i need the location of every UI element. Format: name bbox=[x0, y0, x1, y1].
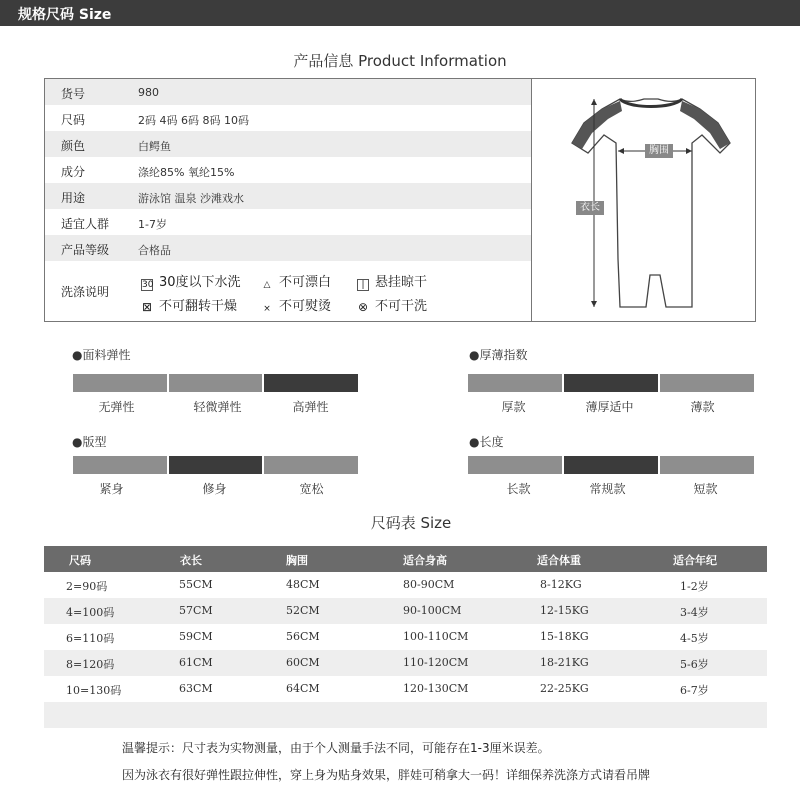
size-table-title: 尺码表 Size bbox=[370, 514, 452, 532]
table-header-cell: 胸围 bbox=[286, 554, 308, 567]
wash-item bbox=[261, 271, 331, 292]
table-cell: 64CM bbox=[286, 682, 320, 695]
table-row bbox=[44, 598, 767, 624]
info-key: 货号 bbox=[61, 87, 86, 101]
table-cell: 2=90码 bbox=[66, 580, 108, 593]
info-value: 980 bbox=[138, 86, 159, 99]
table-cell: 22-25KG bbox=[540, 682, 589, 695]
table-cell: 110-120CM bbox=[403, 656, 469, 669]
wash-label: 不可干洗 bbox=[375, 299, 428, 314]
attr-option: 轻微弹性 bbox=[193, 400, 242, 414]
note-line: 因为泳衣有很好弹性跟拉伸性，穿上身为贴身效果，胖娃可稍拿大一码！详细保养洗涤方式请看吊牌 bbox=[122, 768, 651, 782]
info-row bbox=[45, 79, 531, 105]
attr-seg-selected bbox=[264, 374, 358, 392]
table-cell: 6-7岁 bbox=[680, 684, 709, 697]
info-key: 用途 bbox=[61, 191, 86, 205]
basin-30-icon: 30 bbox=[142, 280, 154, 290]
wash-item bbox=[141, 271, 241, 291]
attr-option: 宽松 bbox=[299, 482, 324, 496]
attr-seg bbox=[169, 374, 263, 392]
table-row-empty bbox=[44, 702, 767, 728]
info-row bbox=[45, 209, 531, 235]
attr-seg bbox=[73, 374, 167, 392]
attr-bar bbox=[468, 456, 754, 474]
info-row bbox=[45, 105, 531, 131]
wash-label: 不可熨烫 bbox=[279, 299, 332, 314]
info-row bbox=[45, 131, 531, 157]
attr-option: 薄厚适中 bbox=[585, 400, 634, 414]
attr-option: 厚款 bbox=[501, 400, 526, 414]
attr-seg bbox=[73, 456, 167, 474]
header-bar bbox=[0, 0, 800, 26]
table-cell: 60CM bbox=[286, 656, 320, 669]
attr-option: 高弹性 bbox=[292, 400, 329, 414]
wash-item bbox=[261, 295, 331, 316]
info-row bbox=[45, 157, 531, 183]
info-value: 2码 4码 6码 8码 10码 bbox=[138, 114, 249, 127]
garment-diagram bbox=[532, 78, 756, 322]
attr-seg-selected bbox=[564, 456, 658, 474]
info-key: 洗涤说明 bbox=[61, 285, 110, 299]
info-key: 颜色 bbox=[61, 139, 86, 153]
table-cell: 3-4岁 bbox=[680, 606, 709, 619]
table-row bbox=[44, 676, 767, 702]
info-value: 1-7岁 bbox=[138, 218, 167, 231]
table-cell: 48CM bbox=[286, 578, 320, 591]
product-info-table bbox=[44, 78, 532, 322]
info-row-wash bbox=[45, 261, 531, 321]
info-value: 涤纶85% 氧纶15% bbox=[138, 166, 235, 179]
table-cell: 12-15KG bbox=[540, 604, 589, 617]
table-cell: 10=130码 bbox=[66, 684, 122, 697]
info-key: 成分 bbox=[61, 165, 86, 179]
table-cell: 5-6岁 bbox=[680, 658, 709, 671]
table-cell: 8-12KG bbox=[540, 578, 582, 591]
attr-bar bbox=[73, 456, 358, 474]
table-cell: 8=120码 bbox=[66, 658, 115, 671]
info-key: 适宜人群 bbox=[61, 217, 110, 231]
info-key: 产品等级 bbox=[61, 243, 110, 257]
table-cell: 90-100CM bbox=[403, 604, 462, 617]
table-cell: 1-2岁 bbox=[680, 580, 709, 593]
info-value: 合格品 bbox=[138, 244, 171, 257]
table-cell: 63CM bbox=[179, 682, 213, 695]
note-line: 温馨提示：尺寸表为实物测量，由于个人测量手法不同，可能存在1-3厘米误差。 bbox=[122, 741, 550, 755]
wash-label: 30度以下水洗 bbox=[159, 275, 241, 290]
table-cell: 4-5岁 bbox=[680, 632, 709, 645]
attr-title: ●面料弹性 bbox=[72, 348, 131, 362]
table-header-cell: 尺码 bbox=[69, 554, 91, 567]
wash-item bbox=[357, 271, 427, 291]
attr-option: 薄款 bbox=[690, 400, 715, 414]
table-cell: 56CM bbox=[286, 630, 320, 643]
table-header-cell: 衣长 bbox=[180, 554, 202, 567]
info-value: 白鳄鱼 bbox=[138, 140, 171, 153]
attr-seg-selected bbox=[169, 456, 263, 474]
attr-option: 长款 bbox=[506, 482, 531, 496]
attr-option: 短款 bbox=[693, 482, 718, 496]
attr-option: 常规款 bbox=[589, 482, 626, 496]
info-key: 尺码 bbox=[61, 113, 86, 127]
wash-label: 不可翻转干燥 bbox=[159, 299, 238, 314]
table-row bbox=[44, 650, 767, 676]
wash-item bbox=[357, 295, 427, 314]
attr-option: 修身 bbox=[202, 482, 227, 496]
info-value: 游泳馆 温泉 沙滩戏水 bbox=[138, 192, 244, 205]
table-cell: 52CM bbox=[286, 604, 320, 617]
hang-dry-icon: | bbox=[357, 279, 369, 291]
table-cell: 80-90CM bbox=[403, 578, 455, 591]
table-header-cell: 适合体重 bbox=[537, 554, 581, 567]
header-title: 规格尺码 Size bbox=[18, 7, 112, 23]
attr-title: ●厚薄指数 bbox=[469, 348, 528, 362]
attr-title: ●长度 bbox=[469, 435, 504, 449]
attr-option: 紧身 bbox=[99, 482, 124, 496]
table-row bbox=[44, 572, 767, 598]
wash-label: 不可漂白 bbox=[279, 275, 332, 290]
attr-seg bbox=[468, 456, 562, 474]
attr-title: ●版型 bbox=[72, 435, 107, 449]
attr-seg bbox=[660, 456, 754, 474]
table-cell: 55CM bbox=[179, 578, 213, 591]
table-cell: 100-110CM bbox=[403, 630, 469, 643]
table-cell: 4=100码 bbox=[66, 606, 115, 619]
table-header-cell: 适合身高 bbox=[403, 554, 447, 567]
no-dry-clean-icon: ⊗ bbox=[357, 300, 369, 314]
attr-option: 无弹性 bbox=[98, 400, 135, 414]
attr-bar bbox=[468, 374, 754, 392]
wash-label: 悬挂晾干 bbox=[375, 275, 428, 290]
attr-seg bbox=[468, 374, 562, 392]
no-tumble-dry-icon: ⊠ bbox=[141, 300, 153, 314]
no-bleach-icon: △ bbox=[263, 280, 271, 290]
table-header-cell: 适合年纪 bbox=[673, 554, 717, 567]
table-cell: 61CM bbox=[179, 656, 213, 669]
swimsuit-outline-icon bbox=[532, 79, 756, 323]
table-cell: 18-21KG bbox=[540, 656, 589, 669]
attr-seg bbox=[660, 374, 754, 392]
table-row bbox=[44, 624, 767, 650]
attr-seg-selected bbox=[564, 374, 658, 392]
table-cell: 120-130CM bbox=[403, 682, 469, 695]
no-iron-icon: × bbox=[263, 304, 271, 314]
table-cell: 59CM bbox=[179, 630, 213, 643]
attr-seg bbox=[264, 456, 358, 474]
chest-tag: 胸围 bbox=[645, 144, 673, 158]
size-table-header bbox=[44, 546, 767, 572]
table-cell: 6=110码 bbox=[66, 632, 115, 645]
attr-bar bbox=[73, 374, 358, 392]
length-tag: 衣长 bbox=[576, 201, 604, 215]
wash-item bbox=[141, 295, 237, 314]
info-row bbox=[45, 183, 531, 209]
info-row bbox=[45, 235, 531, 261]
product-info-title: 产品信息 Product Information bbox=[293, 52, 507, 70]
table-cell: 15-18KG bbox=[540, 630, 589, 643]
table-cell: 57CM bbox=[179, 604, 213, 617]
